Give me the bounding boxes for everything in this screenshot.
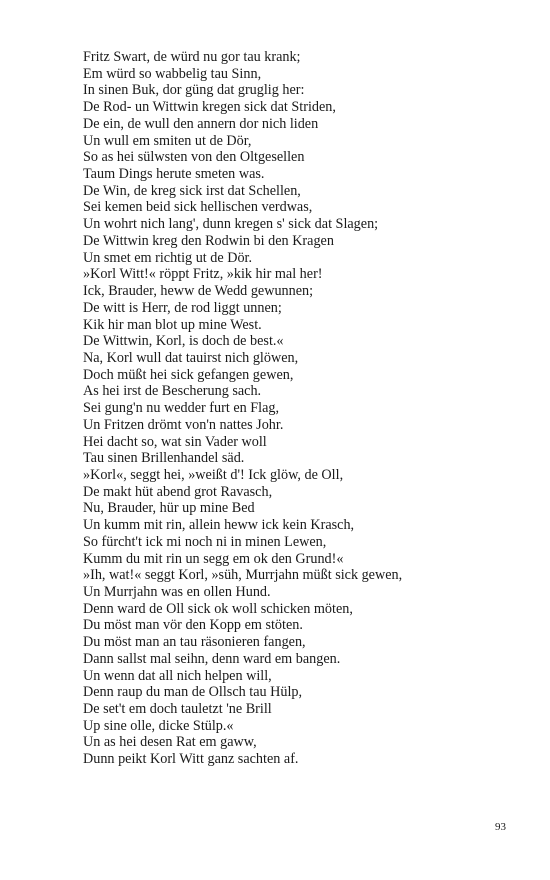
poem-line: Du möst man vör den Kopp em stöten. [83,617,303,634]
poem-line: De Win, de kreg sick irst dat Schellen, [83,182,301,199]
poem-line: De set't em doch tauletzt 'ne Brill [83,701,272,718]
poem-line: In sinen Buk, dor güng dat gruglig her: [83,82,305,99]
poem-line: Up sine olle, dicke Stülp.« [83,717,234,734]
poem-line: Doch müßt hei sick gefangen gewen, [83,366,294,383]
poem-line: Nu, Brauder, hür up mine Bed [83,500,255,517]
poem-line: Kik hir man blot up mine West. [83,316,262,333]
poem-line: De Wittwin kreg den Rodwin bi den Kragen [83,232,334,249]
poem-line: »Korl«, seggt hei, »weißt d'! Ick glöw, de Oll, [83,466,344,483]
poem-line: »Korl Witt!« röppt Fritz, »kik hir mal her! [83,266,323,283]
page-number: 93 [495,821,506,833]
poem-line: Un Fritzen drömt von'n nattes Johr. [83,416,284,433]
poem-line: De ein, de wull den annern dor nich liden [83,115,319,132]
poem-line: So as hei sülwsten von den Oltgesellen [83,149,305,166]
poem-line: De Wittwin, Korl, is doch de best.« [83,333,284,350]
poem-line: Denn ward de Oll sick ok woll schicken möten, [83,600,353,617]
poem-line: Du möst man an tau räsonieren fangen, [83,634,306,651]
poem-line: De makt hüt abend grot Ravasch, [83,483,273,500]
poem-line: Sei gung'n nu wedder furt en Flag, [83,400,280,417]
poem-line: Un kumm mit rin, allein heww ick kein Krasch, [83,517,355,534]
poem-line: »Ih, wat!« seggt Korl, »süh, Murrjahn müßt sick gewen, [83,567,403,584]
poem-line: Tau sinen Brillenhandel säd. [83,450,245,467]
poem-line: Kumm du mit rin un segg em ok den Grund!« [83,550,344,567]
poem-line: Em würd so wabbelig tau Sinn, [83,65,262,82]
poem-line: Taum Dings herute smeten was. [83,166,265,183]
poem-line: Un smet em richtig ut de Dör. [83,249,253,266]
poem-line: Un wull em smiten ut de Dör, [83,132,252,149]
poem-line: As hei irst de Bescherung sach. [83,383,262,400]
poem-line: Ick, Brauder, heww de Wedd gewunnen; [83,283,314,300]
poem-line: Un as hei desen Rat em gaww, [83,734,257,751]
poem-line: Na, Korl wull dat tauirst nich glöwen, [83,349,299,366]
poem-line: Un wohrt nich lang', dunn kregen s' sick dat Slagen; [83,216,379,233]
poem-line: Un wenn dat all nich helpen will, [83,667,272,684]
poem-line: Dunn peikt Korl Witt ganz sachten af. [83,751,299,768]
poem-line: Sei kemen beid sick hellischen verdwas, [83,199,313,216]
poem-line: De Rod- un Wittwin kregen sick dat Striden, [83,99,336,116]
poem-text [83,49,523,768]
poem-line: Dann sallst mal seihn, denn ward em bangen. [83,650,341,667]
poem-line: Denn raup du man de Ollsch tau Hülp, [83,684,303,701]
poem-line: De witt is Herr, de rod liggt unnen; [83,299,282,316]
poem-line: Hei dacht so, wat sin Vader woll [83,433,267,450]
poem-line: Un Murrjahn was en ollen Hund. [83,584,271,600]
poem-line: Fritz Swart, de würd nu gor tau krank; [83,49,301,65]
poem-line: So fürcht't ick mi noch ni in minen Lewen, [83,533,327,550]
